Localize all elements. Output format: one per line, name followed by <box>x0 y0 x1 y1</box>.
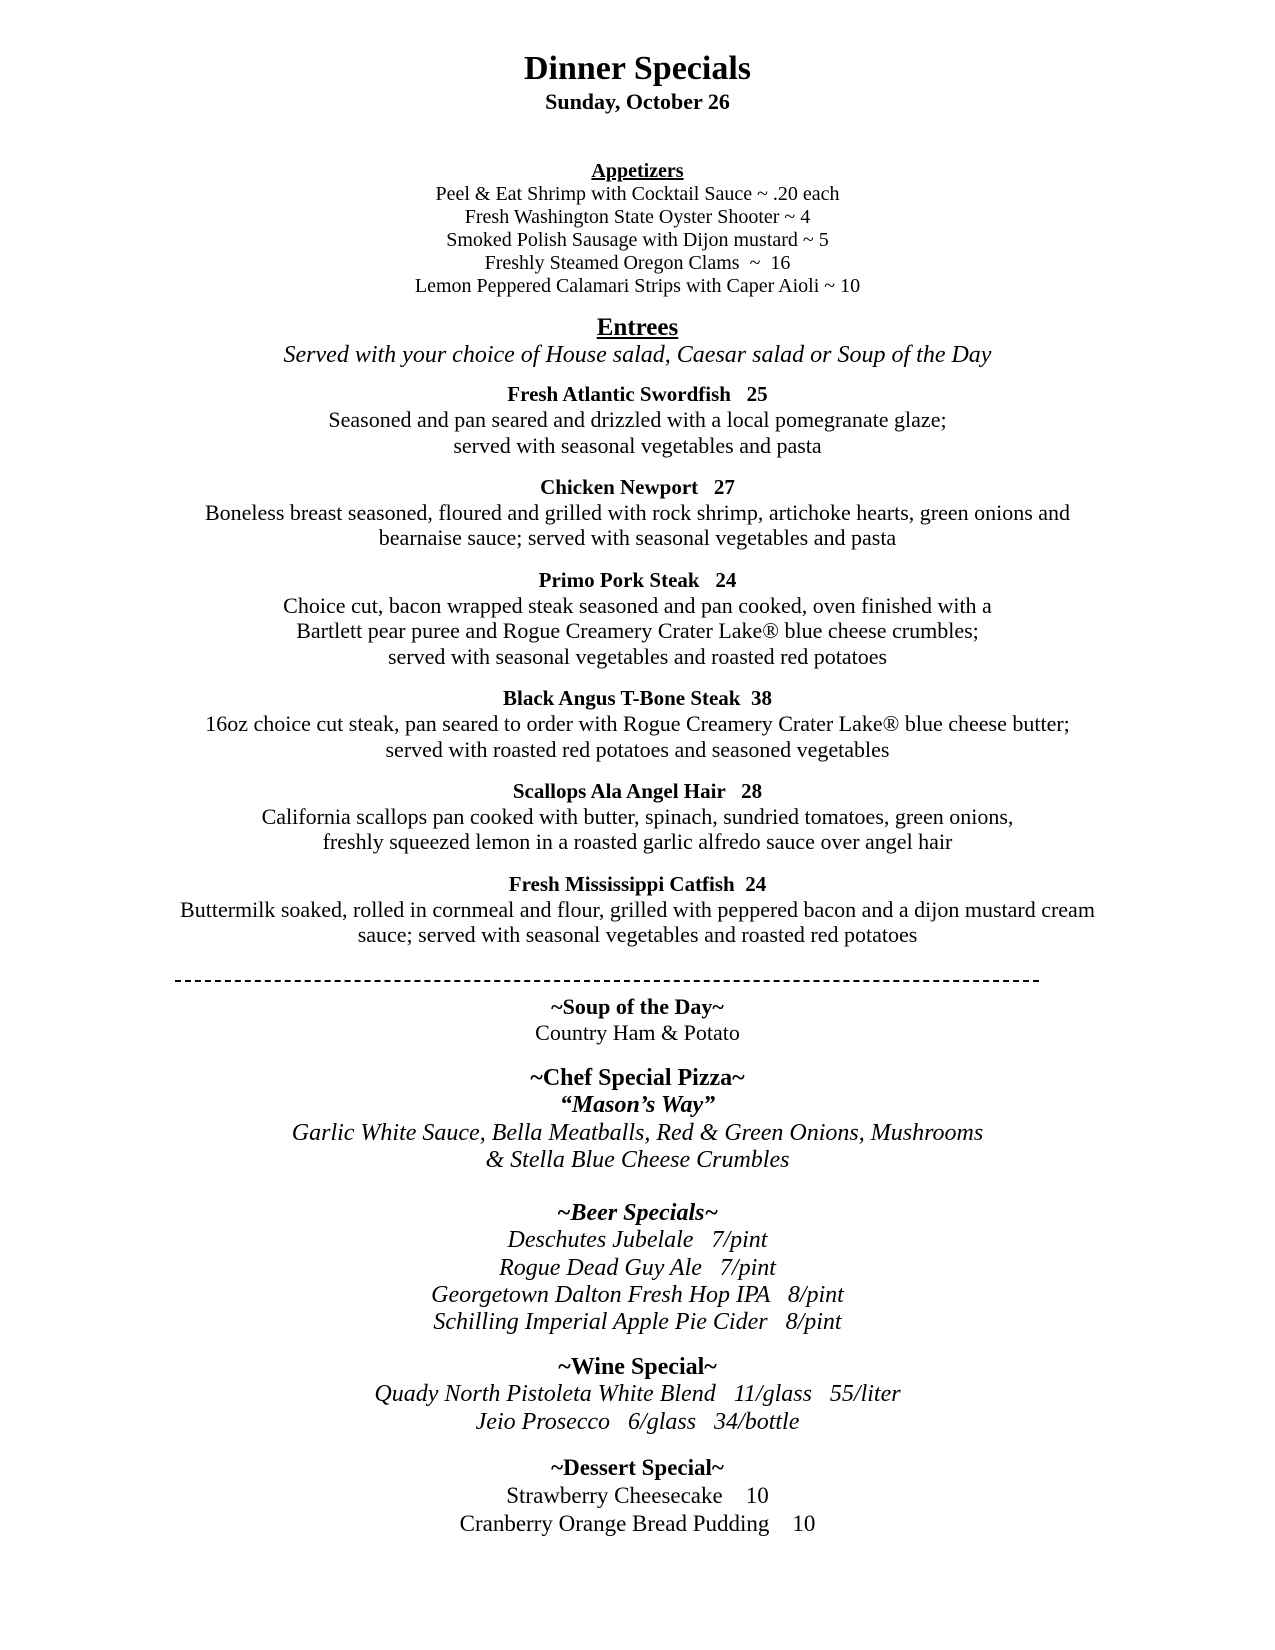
entree-description: freshly squeezed lemon in a roasted garlic alfredo sauce over angel hair <box>322 829 953 855</box>
beer-item: Georgetown Dalton Fresh Hop IPA 8/pint <box>431 1281 844 1308</box>
entree-description: 16oz choice cut steak, pan seared to order with Rogue Creamery Crater Lake® blue cheese butter; <box>205 711 1070 737</box>
beer-item: Rogue Dead Guy Ale 7/pint <box>499 1254 776 1281</box>
wine-item: Quady North Pistoleta White Blend 11/glass 55/liter <box>374 1381 901 1408</box>
entree-name: Chicken Newport 27 <box>540 474 735 499</box>
entree-name: Fresh Mississippi Catfish 24 <box>508 871 767 896</box>
dessert-section <box>0 1454 1275 1538</box>
wine-heading: ~Wine Special~ <box>558 1354 717 1380</box>
entree-description: Seasoned and pan seared and drizzled with a local pomegranate glaze; <box>328 407 947 433</box>
dessert-heading: ~Dessert Special~ <box>551 1455 724 1480</box>
entree-description: bearnaise sauce; served with seasonal vegetables and pasta <box>378 525 897 551</box>
entree-item <box>0 872 1275 948</box>
appetizer-item: Freshly Steamed Oregon Clams ~ 16 <box>484 252 791 274</box>
wine-section <box>0 1354 1275 1436</box>
soup-heading: ~Soup of the Day~ <box>551 994 724 1019</box>
dessert-item: Strawberry Cheesecake 10 <box>506 1483 769 1508</box>
pizza-name: “Mason’s Way” <box>559 1092 716 1119</box>
entree-description: sauce; served with seasonal vegetables and roasted red potatoes <box>357 922 918 948</box>
entree-description: served with seasonal vegetables and pasta <box>453 432 822 458</box>
soup-section <box>0 994 1275 1046</box>
entree-description: Buttermilk soaked, rolled in cornmeal and flour, grilled with peppered bacon and a dijon mustard cream <box>180 897 1095 923</box>
beer-item: Deschutes Jubelale 7/pint <box>507 1227 768 1254</box>
entree-description: Choice cut, bacon wrapped steak seasoned and pan cooked, oven finished with a <box>283 593 992 619</box>
entree-description: Boneless breast seasoned, floured and grilled with rock shrimp, artichoke hearts, green onions and <box>204 500 1071 526</box>
pizza-description: & Stella Blue Cheese Crumbles <box>485 1146 790 1173</box>
dessert-item: Cranberry Orange Bread Pudding 10 <box>459 1511 816 1536</box>
entree-description: Bartlett pear puree and Rogue Creamery Crater Lake® blue cheese crumbles; <box>296 618 979 644</box>
dashed-divider <box>175 980 1039 982</box>
entree-description: California scallops pan cooked with butter, spinach, sundried tomatoes, green onions, <box>261 804 1014 830</box>
appetizer-item: Fresh Washington State Oyster Shooter ~ 4 <box>464 206 811 228</box>
pizza-description: Garlic White Sauce, Bella Meatballs, Red & Green Onions, Mushrooms <box>291 1119 984 1146</box>
entree-item <box>0 779 1275 855</box>
entree-item <box>0 568 1275 669</box>
beer-heading: ~Beer Specials~ <box>556 1200 719 1226</box>
beer-item: Schilling Imperial Apple Pie Cider 8/pint <box>433 1309 842 1336</box>
entree-description: served with seasonal vegetables and roasted red potatoes <box>387 643 888 669</box>
entrees-heading: Entrees <box>596 314 679 341</box>
entree-item <box>0 382 1275 458</box>
beer-section <box>0 1200 1275 1336</box>
pizza-section <box>0 1065 1275 1174</box>
entrees-list <box>0 382 1275 965</box>
entree-item <box>0 686 1275 762</box>
wine-item: Jeio Prosecco 6/glass 34/bottle <box>475 1408 800 1435</box>
appetizers-heading: Appetizers <box>591 160 684 182</box>
entree-name: Primo Pork Steak 24 <box>538 567 737 592</box>
entree-name: Scallops Ala Angel Hair 28 <box>512 778 763 803</box>
pizza-heading: ~Chef Special Pizza~ <box>530 1065 745 1091</box>
appetizer-item: Smoked Polish Sausage with Dijon mustard ~ 5 <box>446 229 829 251</box>
appetizer-item: Lemon Peppered Calamari Strips with Caper Aioli ~ 10 <box>414 275 861 297</box>
appetizers-section <box>0 160 1275 298</box>
entrees-subtitle: Served with your choice of House salad, Caesar salad or Soup of the Day <box>283 342 992 368</box>
soup-item: Country Ham & Potato <box>535 1020 740 1045</box>
entree-description: served with roasted red potatoes and seasoned vegetables <box>385 736 890 762</box>
page-title: Dinner Specials <box>523 50 751 87</box>
entree-item <box>0 475 1275 551</box>
menu-date: Sunday, October 26 <box>545 89 730 114</box>
appetizer-item: Peel & Eat Shrimp with Cocktail Sauce ~ .20 each <box>435 183 840 205</box>
entree-name: Black Angus T-Bone Steak 38 <box>502 685 772 710</box>
entree-name: Fresh Atlantic Swordfish 25 <box>507 382 768 406</box>
